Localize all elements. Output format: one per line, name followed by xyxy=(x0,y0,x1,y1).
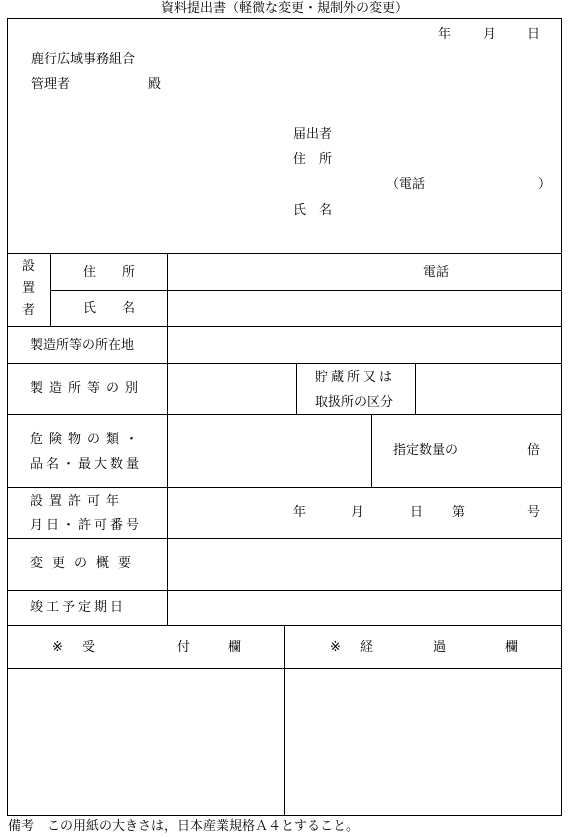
honorific: 殿 xyxy=(148,77,162,92)
location-label: 製造所等の所在地 xyxy=(30,338,135,353)
rule-location-bottom xyxy=(7,363,562,364)
storage-label-1: 貯蔵所又は xyxy=(315,370,396,385)
rule-storage-left xyxy=(296,363,297,414)
date-year: 年 xyxy=(438,27,452,42)
installer-phone-label: 電話 xyxy=(423,265,450,280)
rule-office-divider xyxy=(284,625,285,816)
rule-hazard-bottom xyxy=(7,487,562,488)
rule-permit-bottom xyxy=(7,538,562,539)
installer-name-label: 氏 名 xyxy=(83,301,136,316)
notifier-phone-close: ） xyxy=(538,177,552,192)
rule-header-bottom xyxy=(7,253,562,254)
notifier-label: 届出者 xyxy=(293,127,333,142)
permit-label-2: 月日・許可番号 xyxy=(30,518,143,533)
progress-char-3: 欄 xyxy=(505,640,519,655)
notifier-phone-open: （電話 xyxy=(386,177,426,192)
footnote: 備考 この用紙の大きさは，日本産業規格Ａ４とすること。 xyxy=(8,819,360,834)
change-summary-label: 変更の概要 xyxy=(30,556,141,571)
reception-char-3: 欄 xyxy=(228,640,242,655)
addressee-org: 鹿行広域事務組合 xyxy=(31,52,136,67)
notifier-address-label: 住 所 xyxy=(293,152,333,167)
rule-change-bottom xyxy=(7,590,562,591)
rule-designated-left xyxy=(371,414,372,487)
document-title: 資料提出書（軽微な変更・規制外の変更） xyxy=(160,1,408,16)
facility-type-label: 製造所等の別 xyxy=(30,381,145,396)
permit-label-1: 設置許可年 xyxy=(30,494,126,509)
reception-mark: ※ xyxy=(52,640,63,655)
hazard-label-2: 品名・最大数量 xyxy=(30,457,143,472)
permit-year: 年 xyxy=(293,505,307,520)
installer-char-1: 設 xyxy=(22,259,36,274)
progress-mark: ※ xyxy=(330,640,341,655)
hazard-label-1: 危険物の類・ xyxy=(30,432,145,447)
permit-number-suffix: 号 xyxy=(527,505,541,520)
permit-number-prefix: 第 xyxy=(452,505,466,520)
date-day: 日 xyxy=(527,27,541,42)
progress-char-1: 経 xyxy=(360,640,374,655)
notifier-name-label: 氏 名 xyxy=(293,203,333,218)
permit-day: 日 xyxy=(410,505,424,520)
reception-char-2: 付 xyxy=(177,640,191,655)
permit-month: 月 xyxy=(351,505,365,520)
rule-label-col xyxy=(167,253,168,625)
installer-address-label: 住 所 xyxy=(83,265,136,280)
installer-char-3: 者 xyxy=(22,303,36,318)
addressee-title: 管理者 xyxy=(31,77,71,92)
multiple-label: 倍 xyxy=(527,443,541,458)
storage-label-2: 取扱所の区分 xyxy=(315,395,394,410)
rule-installer-bottom xyxy=(7,326,562,327)
installer-char-2: 置 xyxy=(22,281,36,296)
reception-char-1: 受 xyxy=(82,640,96,655)
rule-installer-mid xyxy=(50,290,562,291)
designated-quantity-label: 指定数量の xyxy=(393,443,459,458)
rule-storage-right xyxy=(415,363,416,414)
rule-installer-col xyxy=(50,253,51,326)
completion-date-label: 竣工予定期日 xyxy=(30,600,127,615)
date-month: 月 xyxy=(483,27,497,42)
rule-type-bottom xyxy=(7,414,562,415)
progress-char-2: 過 xyxy=(433,640,447,655)
